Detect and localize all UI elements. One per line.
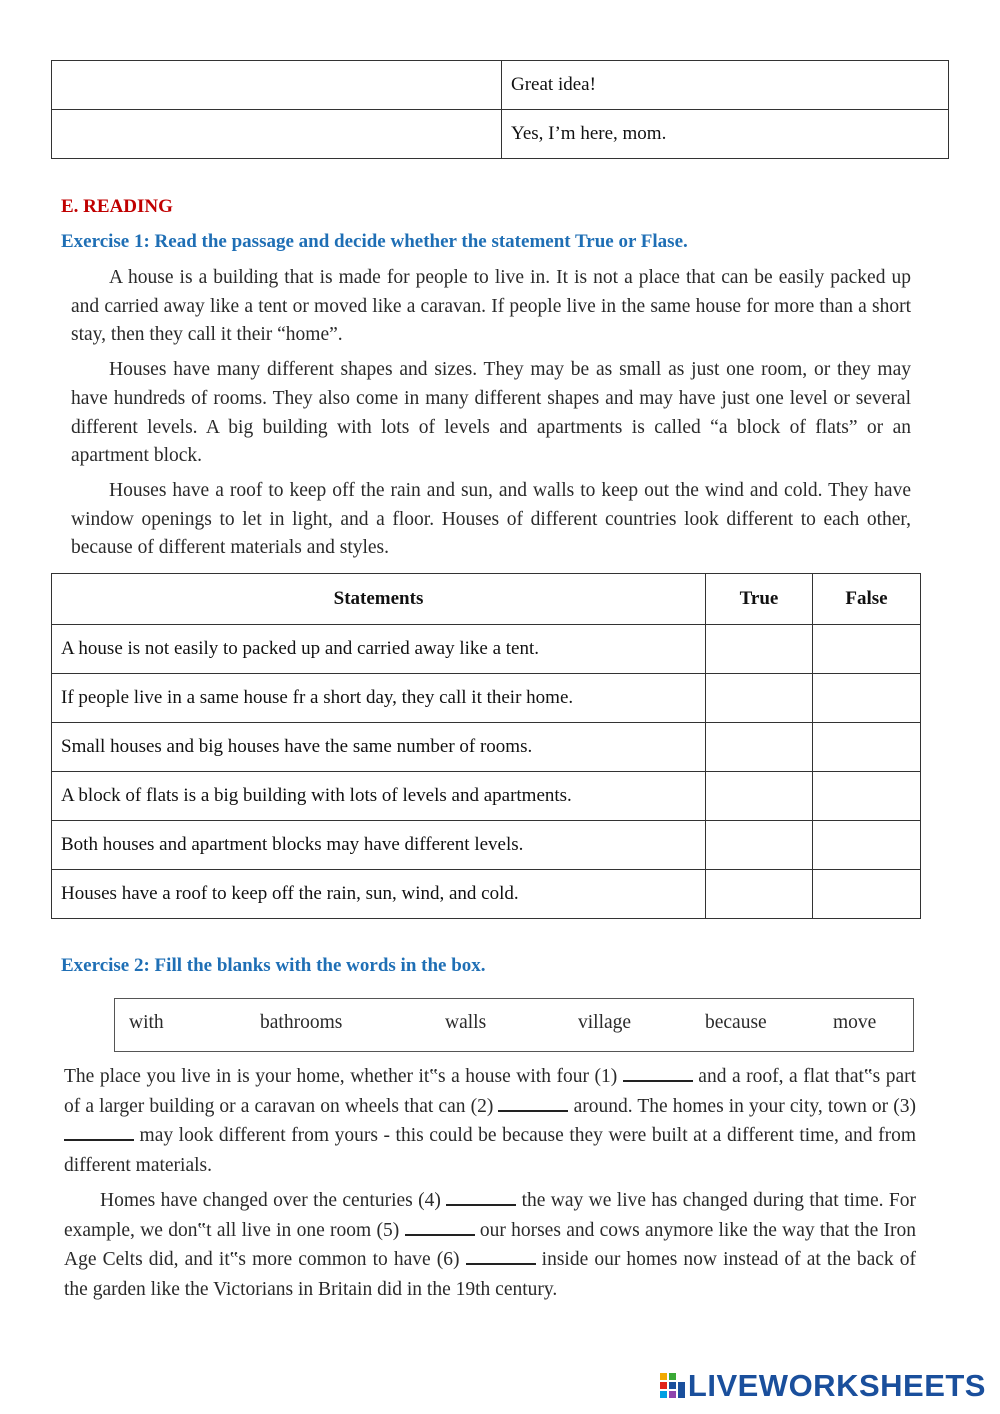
true-answer-cell[interactable] (706, 821, 813, 870)
passage-paragraph: Houses have many different shapes and sizes. They may be as small as just one room, or they may have hundreds of rooms. They also come in many different shapes and may have just one level or several different levels. A big building with lots of levels and apartments is called “a block of flats” or an apartment block. (71, 359, 911, 467)
word-option: village (578, 1012, 632, 1033)
passage-text: our horses and cows anymore like the way that the Iron Age Celts did, and it‟s more common to have (6) (64, 1219, 917, 1270)
word-option: bathrooms (260, 1012, 343, 1033)
table-row (52, 870, 921, 919)
true-false-table (51, 573, 921, 919)
header-statements: Statements (52, 574, 706, 625)
false-answer-cell[interactable] (813, 723, 921, 772)
dialogue-cell-left[interactable] (52, 110, 502, 159)
passage-paragraph: A house is a building that is made for people to live in. It is not a place that can be easily packed up and carried away like a tent or moved like a caravan. If people live in the same house for more than a short stay, then they call it their “home”. (71, 267, 911, 346)
passage-text: inside our homes now instead of at the back of the garden like the Victorians in Britain did in the 19th century. (64, 1249, 916, 1300)
true-answer-cell[interactable] (706, 870, 813, 919)
blank-4[interactable] (446, 1187, 516, 1206)
table-row (52, 821, 921, 870)
dialogue-cell-left[interactable] (52, 61, 502, 110)
table-row (52, 772, 921, 821)
table-row (52, 61, 949, 110)
exercise1-title: Exercise 1: Read the passage and decide whether the statement True or Flase. (61, 231, 688, 252)
dialogue-cell-right: Yes, I’m here, mom. (502, 110, 949, 159)
logo-icon (660, 1373, 686, 1399)
true-answer-cell[interactable] (706, 772, 813, 821)
true-answer-cell[interactable] (706, 625, 813, 674)
blank-2[interactable] (498, 1093, 568, 1112)
passage-text: The place you live in is your home, whether it‟s a house with four (1) (64, 1066, 618, 1087)
statement-text: A block of flats is a big building with lots of levels and apartments. (52, 772, 706, 821)
header-true: True (706, 574, 813, 625)
false-answer-cell[interactable] (813, 821, 921, 870)
false-answer-cell[interactable] (813, 772, 921, 821)
exercise2-passage (64, 1062, 916, 1304)
word-option: walls (445, 1012, 487, 1033)
table-header-row (52, 574, 921, 625)
exercise2-title: Exercise 2: Fill the blanks with the words in the box. (61, 955, 486, 976)
statement-text: Houses have a roof to keep off the rain, sun, wind, and cold. (52, 870, 706, 919)
blank-5[interactable] (405, 1217, 475, 1236)
word-option: because (705, 1012, 767, 1033)
header-false: False (813, 574, 921, 625)
passage-paragraph: Houses have a roof to keep off the rain and sun, and walls to keep out the wind and cold. They have window openings to let in light, and a floor. Houses of different countries look different to each other, because of different materials and styles. (71, 479, 911, 559)
blank-1[interactable] (623, 1063, 693, 1082)
passage-paragraph (64, 1062, 916, 1180)
dialogue-cell-right: Great idea! (502, 61, 949, 110)
table-row (52, 723, 921, 772)
true-answer-cell[interactable] (706, 723, 813, 772)
true-answer-cell[interactable] (706, 674, 813, 723)
statement-text: Both houses and apartment blocks may have different levels. (52, 821, 706, 870)
word-box (114, 998, 914, 1052)
statement-text: A house is not easily to packed up and carried away like a tent. (52, 625, 706, 674)
dialogue-table (51, 60, 949, 159)
false-answer-cell[interactable] (813, 625, 921, 674)
passage-text: Homes have changed over the centuries (4) (100, 1190, 441, 1211)
word-option: move (833, 1012, 877, 1033)
passage-text: the way we live has changed during that time. For example, we don‟t all live in one room (5) (64, 1190, 916, 1241)
passage-text: and a roof, a flat that‟s part of a larger building or a caravan on wheels that can (2) (64, 1066, 917, 1117)
table-row (52, 674, 921, 723)
word-option: with (129, 1012, 164, 1033)
false-answer-cell[interactable] (813, 870, 921, 919)
passage-text: around. The homes in your city, town or (3) (573, 1095, 917, 1117)
table-row (52, 110, 949, 159)
section-title: E. READING (61, 196, 173, 217)
blank-3[interactable] (64, 1122, 134, 1141)
liveworksheets-logo[interactable] (660, 1366, 986, 1406)
blank-6[interactable] (466, 1246, 536, 1265)
passage-paragraph (64, 1186, 916, 1304)
exercise1-passage (71, 264, 911, 563)
logo-text: LIVEWORKSHEETS (687, 1368, 986, 1403)
passage-text: may look different from yours - this could be because they were built at a different time, and from different materials. (64, 1125, 916, 1176)
statement-text: Small houses and big houses have the same number of rooms. (52, 723, 706, 772)
false-answer-cell[interactable] (813, 674, 921, 723)
statement-text: If people live in a same house fr a short day, they call it their home. (52, 674, 706, 723)
table-row (52, 625, 921, 674)
